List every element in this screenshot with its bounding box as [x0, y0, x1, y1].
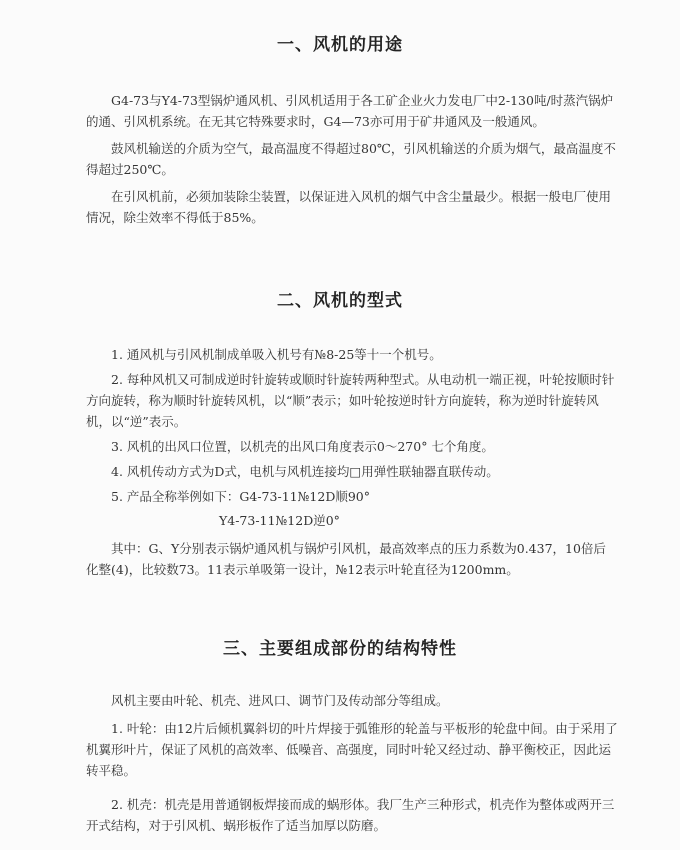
section2-item-2: 2. 每种风机又可制成逆时针旋转或顺时针旋转两种型式。从电动机一端正视，叶轮按顺时针方向旋转，称为顺时针旋转风机，以“顺”表示；如叶轮按逆时针方向旋转，称为逆时针旋转风机，以“逆”表示。	[86, 372, 615, 429]
section1-paragraph-temperature: 鼓风机输送的介质为空气，最高温度不得超过80℃，引风机输送的介质为烟气，最高温度不得超过250℃。	[86, 141, 616, 177]
section2-item-5-line2: Y4-73-11№12D逆0°	[219, 513, 340, 528]
section2-item-1: 1. 通风机与引风机制成单吸入机号有№8-25等十一个机号。	[111, 347, 442, 362]
section1-paragraph-usage: G4-73与Y4-73型锅炉通风机、引风机适用于各工矿企业火力发电厂中2-130吨/时蒸汽锅炉的通、引风机系统。在无其它特殊要求时，G4—73亦可用于矿井通风及一般通风。	[86, 93, 614, 129]
section3-item-2: 2. 机壳：机壳是用普通钢板焊接而成的蜗形体。我厂生产三种形式，机壳作为整体或两开三开式结构，对于引风机、蜗形板作了适当加厚以防磨。	[86, 797, 615, 833]
section2-note: 其中：G、Y分别表示锅炉通风机与锅炉引风机，最高效率点的压力系数为0.437，10倍后化整(4)，比较数73。11表示单吸第一设计，№12表示叶轮直径为1200mm。	[86, 541, 606, 577]
section2-item-5: 5. 产品全称举例如下：G4-73-11№12D顺90°	[111, 489, 371, 504]
section3-heading: 三、主要组成部份的结构特性	[223, 639, 457, 659]
section2-item-3: 3. 风机的出风口位置，以机壳的出风口角度表示0～270° 七个角度。	[111, 439, 494, 454]
section3-item-1: 1. 叶轮：由12片后倾机翼斜切的叶片焊接于弧锥形的轮盖与平板形的轮盘中间。由于采用了机翼形叶片，保证了风机的高效率、低噪音、高强度，同时叶轮又经过动、静平衡校正，因此运转平稳。	[86, 721, 618, 778]
section3-intro: 风机主要由叶轮、机壳、进风口、调节门及传动部分等组成。	[111, 693, 449, 708]
section2-item-4: 4. 风机传动方式为D式，电机与风机连接均□用弹性联轴器直联传动。	[111, 464, 499, 479]
section1-paragraph-dust: 在引风机前，必须加装除尘装置，以保证进入风机的烟气中含尘量最少。根据一般电厂使用情况，除尘效率不得低于85%。	[86, 189, 612, 225]
section2-heading: 二、风机的型式	[277, 291, 403, 311]
section1-heading: 一、风机的用途	[277, 35, 403, 55]
